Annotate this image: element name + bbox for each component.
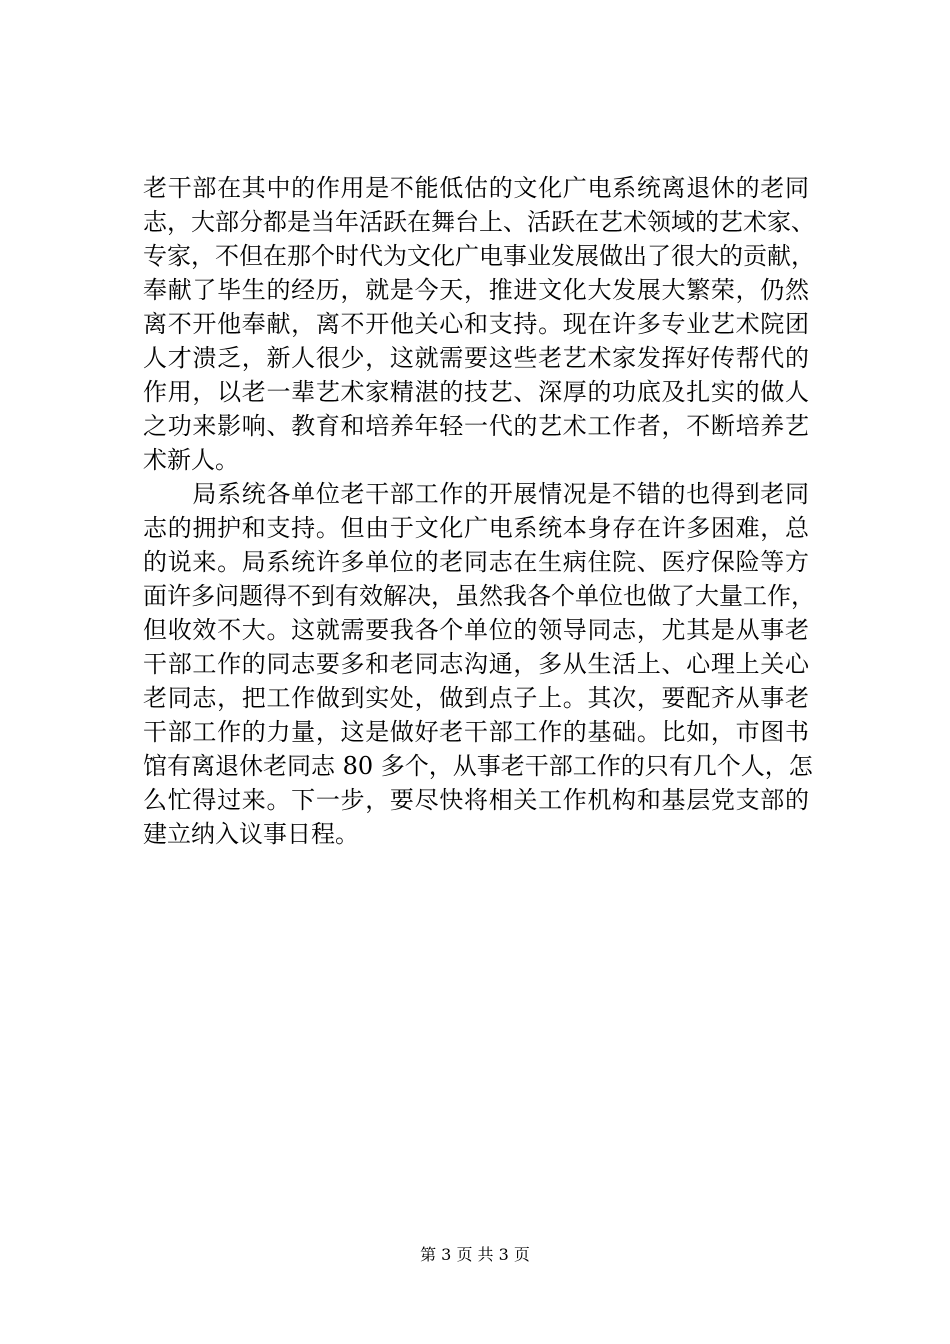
text-line: 人才溃乏，新人很少，这就需要这些老艺术家发挥好传帮代的 xyxy=(143,344,809,372)
page-number-label: 第 3 页 共 3 页 xyxy=(420,1245,530,1264)
text-line: 面许多问题得不到有效解决，虽然我各个单位也做了大量工作， xyxy=(143,582,815,610)
text-line: 之功来影响、教育和培养年轻一代的艺术工作者，不断培养艺 xyxy=(143,412,809,440)
text-line: 离不开他奉献，离不开他关心和支持。现在许多专业艺术院团 xyxy=(143,310,809,338)
text-line: 建立纳入议事日程。 xyxy=(143,820,359,848)
text-line: 老干部在其中的作用是不能低估的文化广电系统离退休的老同 xyxy=(143,174,809,202)
text-line: 但收效不大。这就需要我各个单位的领导同志，尤其是从事老 xyxy=(143,616,809,644)
paragraph-1 xyxy=(143,171,815,477)
text-line: 干部工作的力量，这是做好老干部工作的基础。比如，市图书 xyxy=(143,718,809,746)
text-line: 志，大部分都是当年活跃在舞台上、活跃在艺术领域的艺术家、 xyxy=(143,208,815,236)
text-line: 作用，以老一辈艺术家精湛的技艺、深厚的功底及扎实的做人 xyxy=(143,378,809,406)
paragraph-2 xyxy=(143,477,815,851)
page-footer xyxy=(0,1244,950,1266)
text-line: 术新人。 xyxy=(143,446,239,474)
text-line: 局系统各单位老干部工作的开展情况是不错的也得到老同 xyxy=(143,480,809,508)
text-line: 的说来。局系统许多单位的老同志在生病住院、医疗保险等方 xyxy=(143,548,809,576)
text-line: 老同志，把工作做到实处，做到点子上。其次，要配齐从事老 xyxy=(143,684,809,712)
document-body xyxy=(143,171,815,851)
text-line: 馆有离退休老同志 80 多个，从事老干部工作的只有几个人，怎 xyxy=(143,752,813,780)
text-line: 么忙得过来。下一步，要尽快将相关工作机构和基层党支部的 xyxy=(143,786,809,814)
text-line: 奉献了毕生的经历，就是今天，推进文化大发展大繁荣，仍然 xyxy=(143,276,809,304)
text-line: 干部工作的同志要多和老同志沟通，多从生活上、心理上关心 xyxy=(143,650,809,678)
text-line: 志的拥护和支持。但由于文化广电系统本身存在许多困难，总 xyxy=(143,514,809,542)
text-line: 专家，不但在那个时代为文化广电事业发展做出了很大的贡献， xyxy=(143,242,815,270)
